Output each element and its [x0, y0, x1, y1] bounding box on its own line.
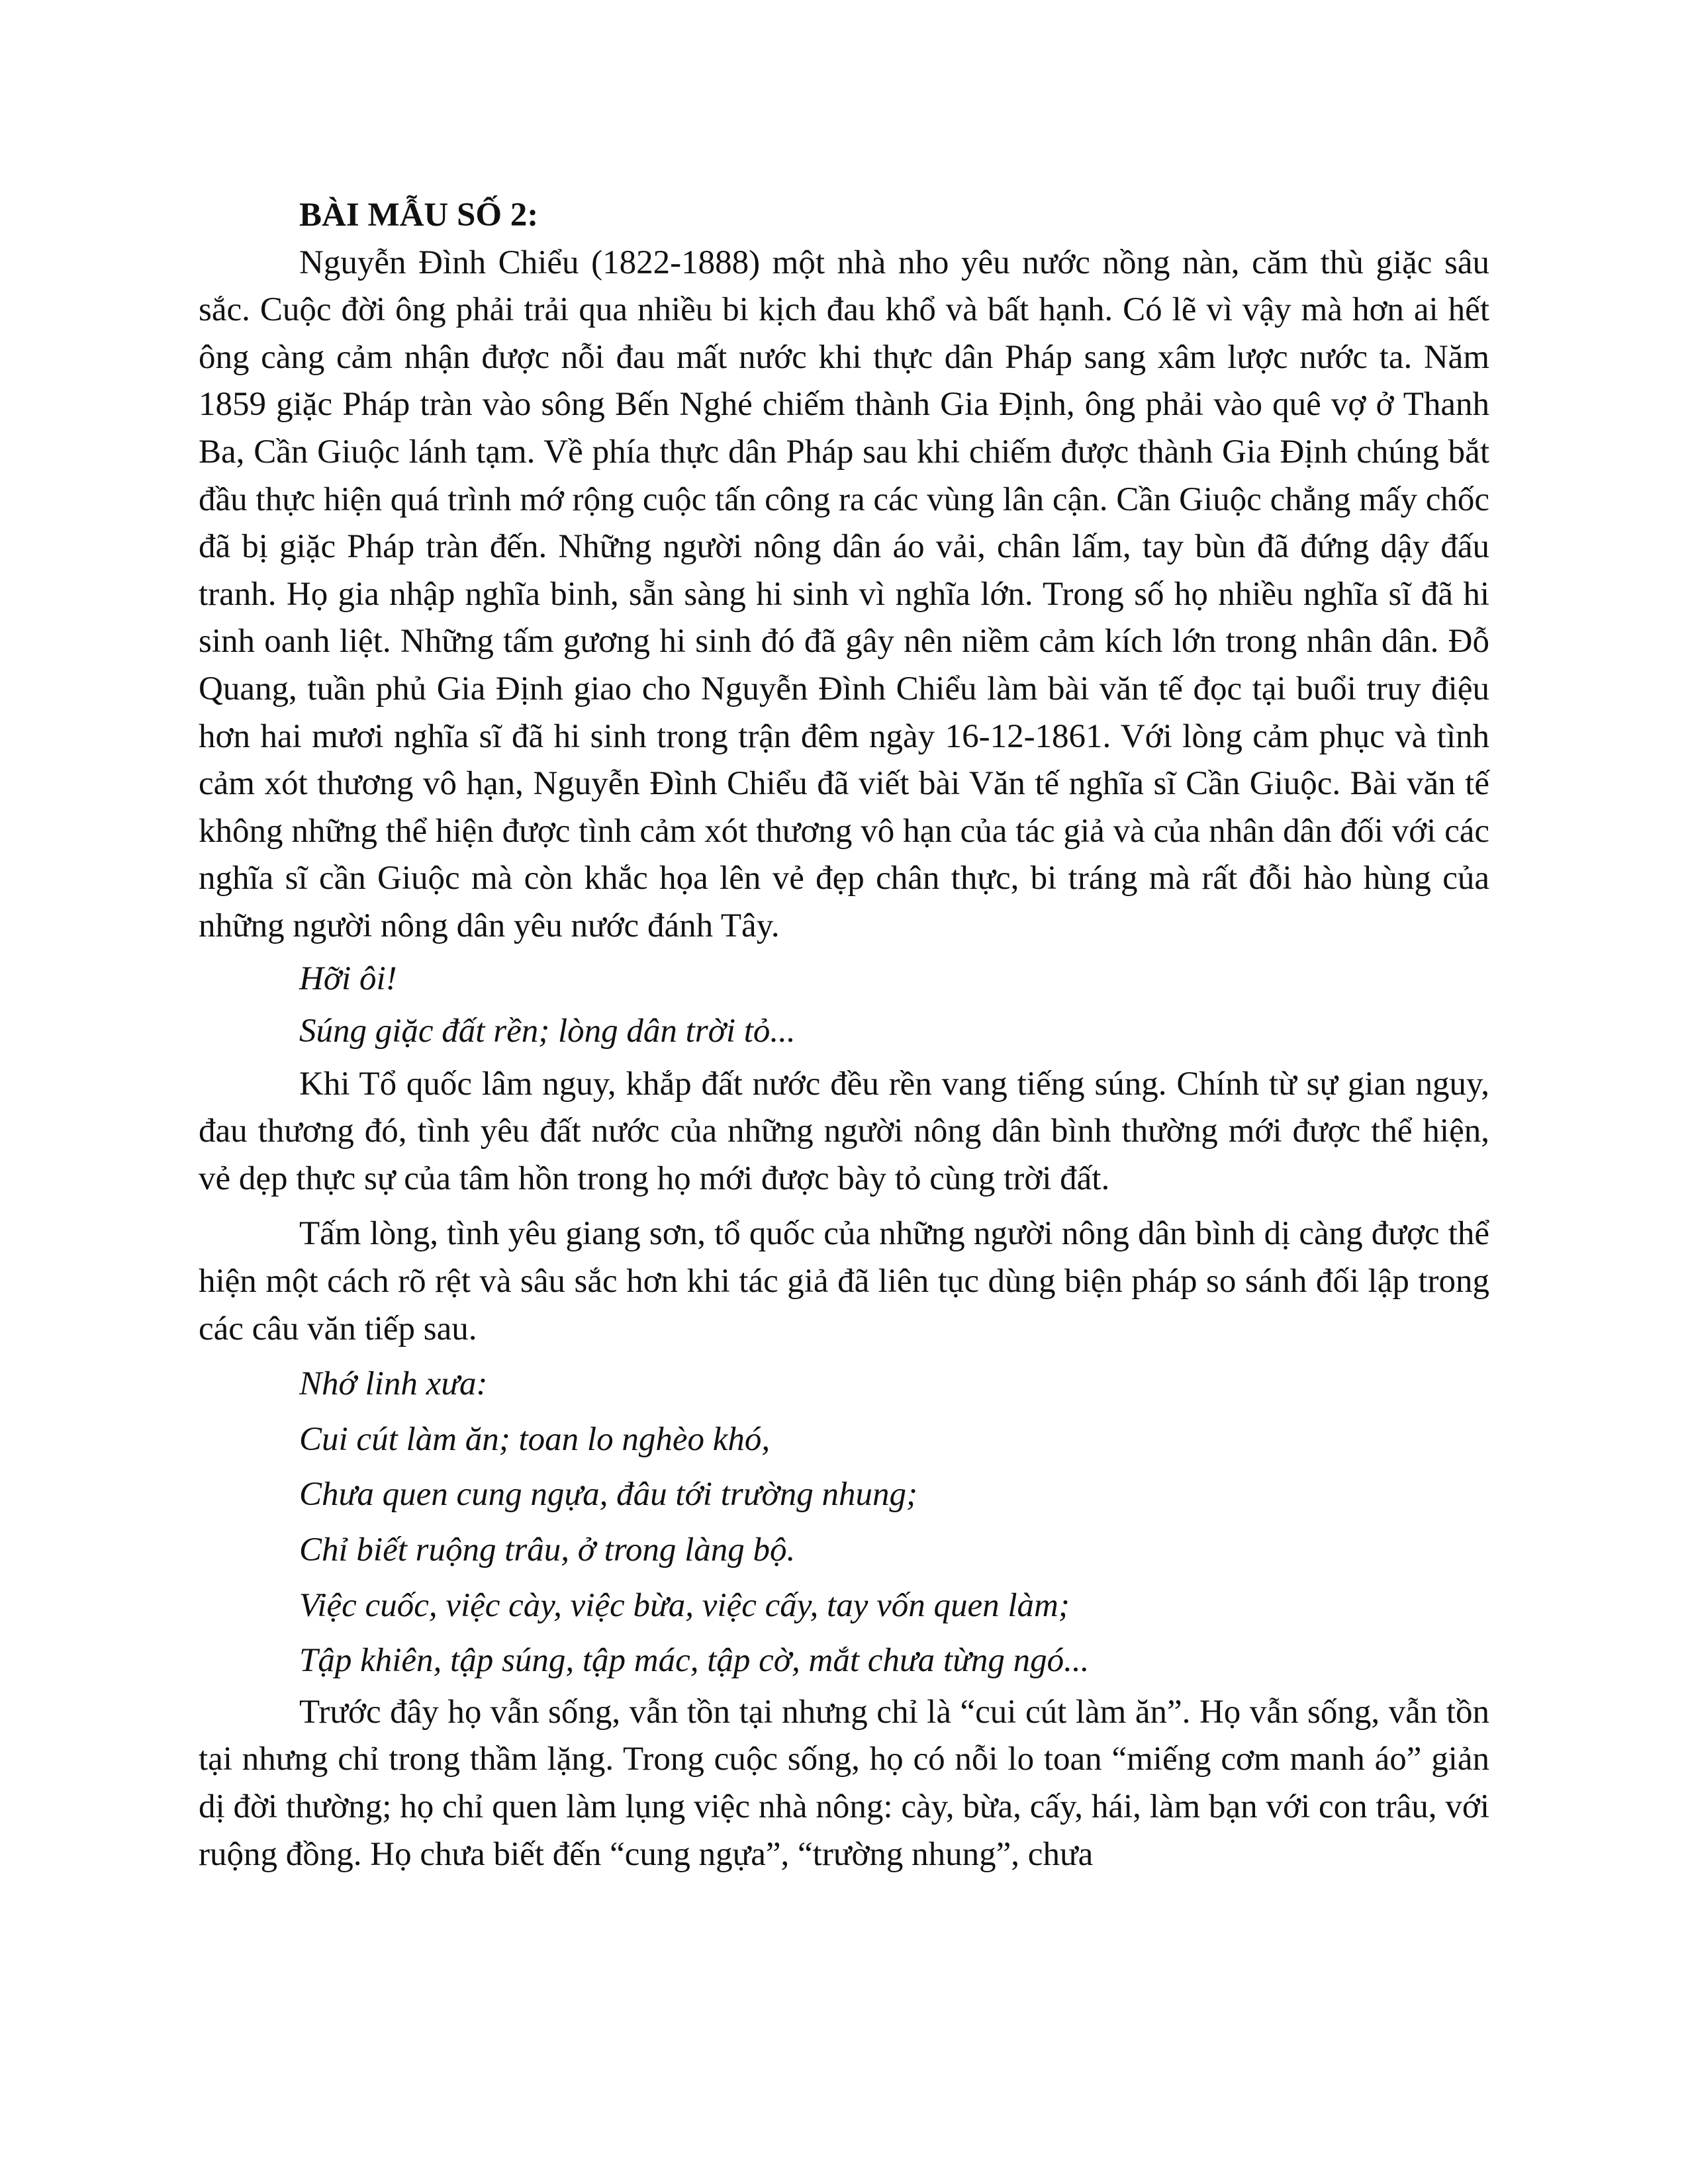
verse-line: Chưa quen cung ngựa, đâu tới trường nhung; — [299, 1476, 918, 1514]
verse-line: Việc cuốc, việc cày, việc bừa, việc cấy, tay vốn quen làm; — [299, 1586, 1070, 1624]
verse-line: Chỉ biết ruộng trâu, ở trong làng bộ. — [299, 1531, 796, 1569]
document-page — [199, 192, 1489, 1878]
verse-line: Súng giặc đất rền; lòng dân trời tỏ... — [299, 1013, 796, 1050]
verse-line: Hỡi ôi! — [299, 960, 397, 997]
verse-line: Nhớ linh xưa: — [299, 1365, 488, 1403]
verse-exclamation — [199, 956, 1489, 1056]
analysis-paragraph-3: Trước đây họ vẫn sống, vẫn tồn tại nhưng chỉ là “cui cút làm ăn”. Họ vẫn sống, vẫn tồn tại nhưng chỉ trong thầm lặng. Trong cuộc sống, họ có nỗi lo toan “miếng cơm manh áo” giản dị đời thường; họ chỉ quen làm lụng việc nhà nông: cày, bừa, cấy, hái, làm bạn với con trâu, với ruộng đồng. Họ chưa biết đến “cung ngựa”, “trường nhung”, chưa — [199, 1693, 1489, 1873]
verse-line: Tập khiên, tập súng, tập mác, tập cờ, mắt chưa từng ngó... — [299, 1642, 1090, 1680]
analysis-paragraph-1: Khi Tổ quốc lâm nguy, khắp đất nước đều rền vang tiếng súng. Chính từ sự gian nguy, đau thương đó, tình yêu đất nước của những người nông dân bình thường mới được thể hiện, vẻ dẹp thực sự của tâm hồn trong họ mới được bày tỏ cùng trời đất. — [199, 1065, 1489, 1197]
verse-line: Cui cút làm ăn; toan lo nghèo khó, — [299, 1420, 771, 1458]
intro-paragraph: Nguyễn Đình Chiểu (1822-1888) một nhà nho yêu nước nồng nàn, căm thù giặc sâu sắc. Cuộc đời ông phải trải qua nhiều bi kịch đau khổ và bất hạnh. Có lẽ vì vậy mà hơn ai hết ông càng cảm nhận được nỗi đau mất nước khi thực dân Pháp sang xâm lược nước ta. Năm 1859 giặc Pháp tràn vào sông Bến Nghé chiếm thành Gia Định, ông phải vào quê vợ ở Thanh Ba, Cần Giuộc lánh tạm. Về phía thực dân Pháp sau khi chiếm được thành Gia Định chúng bắt đầu thực hiện quá trình mớ rộng cuộc tấn công ra các vùng lân cận. Cần Giuộc chẳng mấy chốc đã bị giặc Pháp tràn đến. Những người nông dân áo vải, chân lấm, tay bùn đã đứng dậy đấu tranh. Họ gia nhập nghĩa binh, sẵn sàng hi sinh vì nghĩa lớn. Trong số họ nhiều nghĩa sĩ đã hi sinh oanh liệt. Những tấm gương hi sinh đó đã gây nên niềm cảm kích lớn trong nhân dân. Đỗ Quang, tuần phủ Gia Định giao cho Nguyễn Đình Chiểu làm bài văn tế đọc tại buổi truy điệu hơn hai mươi nghĩa sĩ đã hi sinh trong trận đêm ngày 16-12-1861. Với lòng cảm phục và tình cảm xót thương vô hạn, Nguyễn Đình Chiểu đã viết bài Văn tế nghĩa sĩ Cần Giuộc. Bài văn tế không những thể hiện được tình cảm xót thương vô hạn của tác giả và của nhân dân đối với các nghĩa sĩ cần Giuộc mà còn khắc họa lên vẻ đẹp chân thực, bi tráng mà rất đỗi hào hùng của những người nông dân yêu nước đánh Tây. — [199, 244, 1489, 944]
analysis-paragraph-2: Tấm lòng, tình yêu giang sơn, tổ quốc của những người nông dân bình dị càng được thể hiện một cách rõ rệt và sâu sắc hơn khi tác giả đã liên tục dùng biện pháp so sánh đối lập trong các câu văn tiếp sau. — [199, 1215, 1489, 1347]
section-heading: BÀI MẪU SỐ 2: — [299, 197, 539, 234]
verse-stanza — [199, 1361, 1489, 1685]
